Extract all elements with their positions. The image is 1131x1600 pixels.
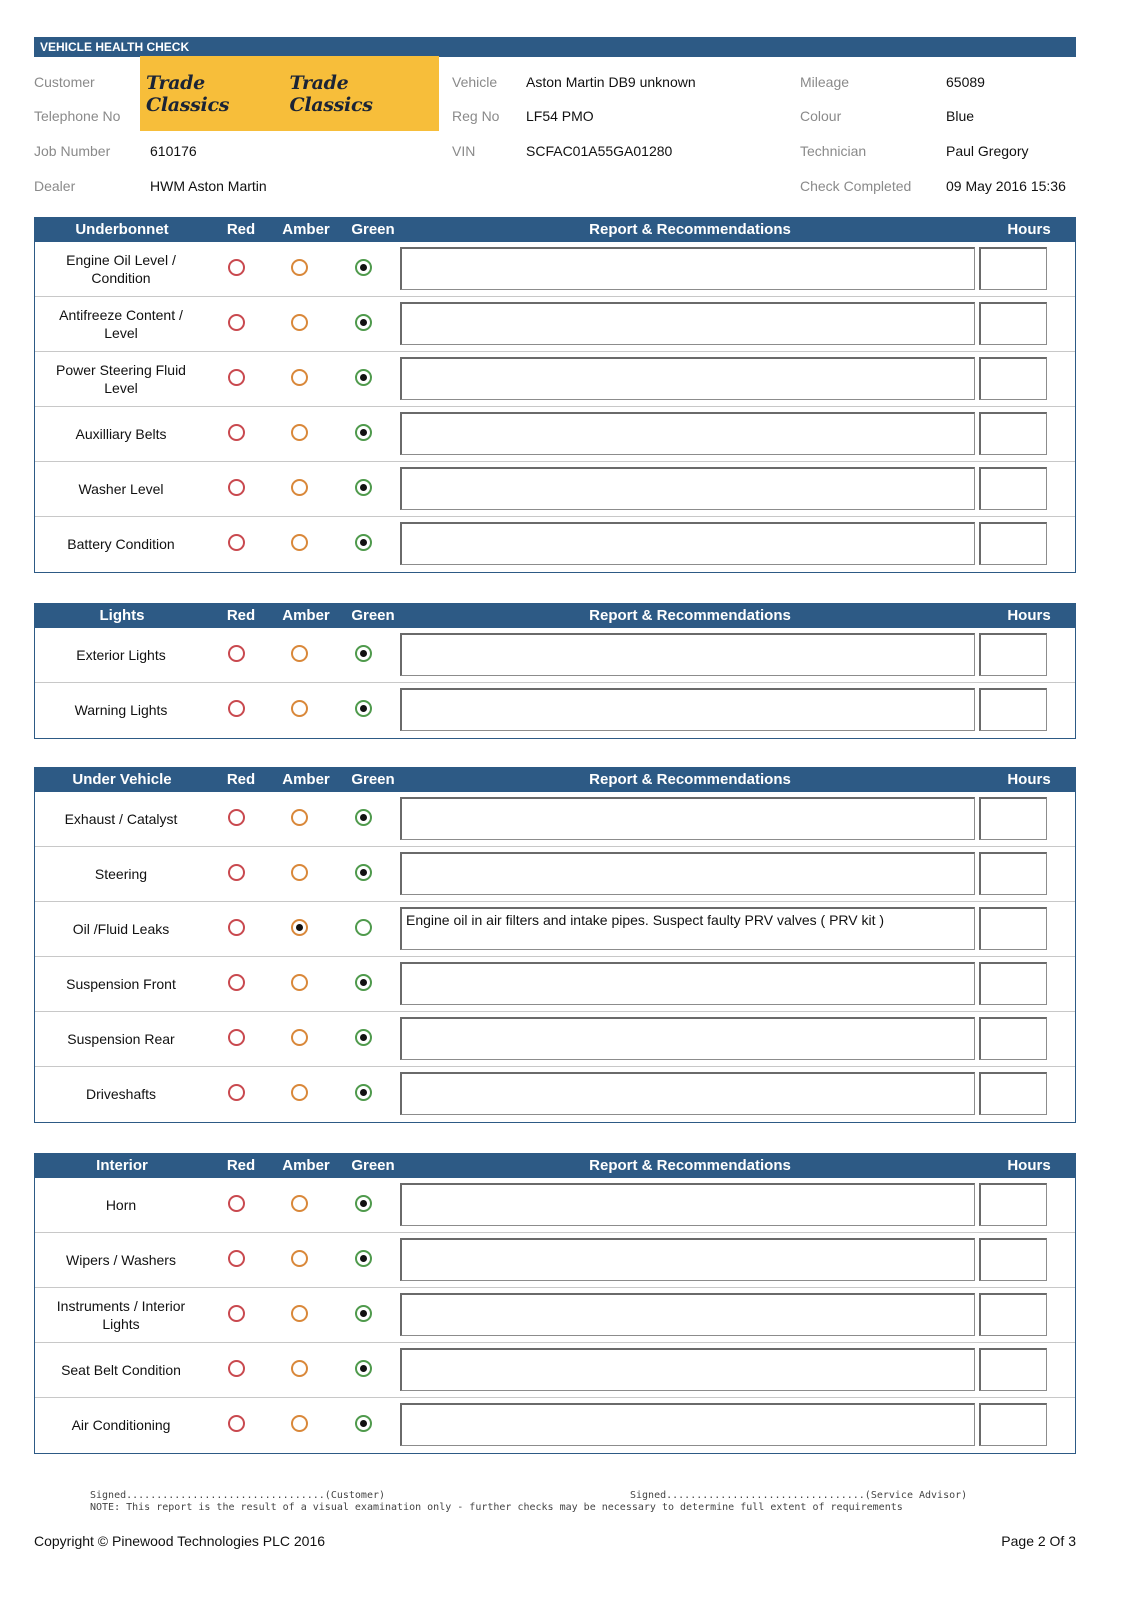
amber-radio[interactable] [291,700,308,717]
red-radio[interactable] [228,974,245,991]
hours-field[interactable] [979,907,1047,950]
report-field[interactable] [400,247,975,290]
amber-radio[interactable] [291,479,308,496]
check-row [35,957,1075,1012]
section-header [35,218,1075,242]
check-row [35,902,1075,957]
amber-radio[interactable] [291,1305,308,1322]
hours-field[interactable] [979,357,1047,400]
green-radio[interactable] [355,314,372,331]
red-column-header: Red [226,1157,256,1174]
check-row [35,792,1075,847]
reg-value: LF54 PMO [526,108,594,124]
report-field[interactable]: Engine oil in air filters and intake pipes. Suspect faulty PRV valves ( PRV kit ) [400,907,975,950]
check-item-label: Driveshafts [85,1086,157,1102]
section-header [35,1154,1075,1178]
section-underbonnet [34,217,1076,573]
report-field[interactable] [400,1183,975,1226]
advisor-signature: Signed.................................(Service Advisor) [630,1490,968,1501]
amber-radio[interactable] [291,864,308,881]
check-row [35,462,1075,517]
section-interior [34,1153,1076,1454]
green-radio[interactable] [355,1250,372,1267]
section-title: Underbonnet [75,221,169,238]
amber-radio[interactable] [291,809,308,826]
hours-field[interactable] [979,1348,1047,1391]
green-radio[interactable] [355,259,372,276]
green-radio[interactable] [355,369,372,386]
report-field[interactable] [400,633,975,676]
check-row [35,517,1075,572]
green-radio[interactable] [355,1360,372,1377]
amber-radio[interactable] [291,1415,308,1432]
report-column-header: Report & Recommendations [589,607,791,624]
red-radio[interactable] [228,479,245,496]
check-row [35,1288,1075,1343]
check-row [35,683,1075,738]
check-item-label: Warning Lights [74,702,168,718]
technician-value: Paul Gregory [946,143,1029,159]
green-radio[interactable] [355,1305,372,1322]
red-radio[interactable] [228,645,245,662]
green-radio[interactable] [355,534,372,551]
check-row [35,297,1075,352]
green-radio[interactable] [355,919,372,936]
check-item-label: Power Steering Fluid Level [56,362,186,396]
hours-field[interactable] [979,467,1047,510]
check-row [35,847,1075,902]
colour-label: Colour [800,108,842,124]
green-radio[interactable] [355,1084,372,1101]
check-item-label: Air Conditioning [71,1417,171,1433]
amber-radio[interactable] [291,1084,308,1101]
report-field[interactable] [400,688,975,731]
telephone-label: Telephone No [34,108,121,124]
reg-label: Reg No [452,108,500,124]
green-column-header: Green [351,1157,395,1174]
check-row [35,242,1075,297]
red-radio[interactable] [228,259,245,276]
red-radio[interactable] [228,1250,245,1267]
section-title: Interior [96,1157,148,1174]
red-radio[interactable] [228,919,245,936]
report-note: NOTE: This report is the result of a visual examination only - further checks may be necessary to determine full extent of requirements [90,1502,903,1513]
hours-field[interactable] [979,633,1047,676]
hours-field[interactable] [979,412,1047,455]
red-column-header: Red [226,771,256,788]
amber-column-header: Amber [282,771,330,788]
hours-field[interactable] [979,1017,1047,1060]
amber-radio[interactable] [291,259,308,276]
check-row [35,1178,1075,1233]
amber-radio[interactable] [291,1360,308,1377]
vin-value: SCFAC01A55GA01280 [526,143,673,159]
green-radio[interactable] [355,864,372,881]
report-field[interactable] [400,797,975,840]
green-radio[interactable] [355,424,372,441]
hours-field[interactable] [979,1072,1047,1115]
check-item-label: Exhaust / Catalyst [64,811,178,827]
dealer-label: Dealer [34,178,76,194]
check-item-label: Instruments / Interior Lights [56,1298,186,1332]
hours-column-header: Hours [1007,771,1051,788]
report-field[interactable] [400,1072,975,1115]
vehicle-label: Vehicle [452,74,498,90]
green-column-header: Green [351,221,395,238]
report-column-header: Report & Recommendations [589,221,791,238]
amber-column-header: Amber [282,221,330,238]
green-radio[interactable] [355,1029,372,1046]
hours-column-header: Hours [1007,221,1051,238]
check-row [35,1233,1075,1288]
red-radio[interactable] [228,424,245,441]
report-field[interactable] [400,357,975,400]
hours-field[interactable] [979,962,1047,1005]
check-item-label: Oil /Fluid Leaks [72,921,170,937]
amber-radio[interactable] [291,1250,308,1267]
report-column-header: Report & Recommendations [589,1157,791,1174]
check-item-label: Auxilliary Belts [75,426,167,442]
amber-radio[interactable] [291,974,308,991]
red-radio[interactable] [228,1029,245,1046]
check-item-label: Antifreeze Content / Level [59,307,183,341]
red-radio[interactable] [228,1415,245,1432]
red-radio[interactable] [228,1360,245,1377]
green-radio[interactable] [355,645,372,662]
mileage-value: 65089 [946,74,985,90]
hours-field[interactable] [979,1403,1047,1446]
red-radio[interactable] [228,864,245,881]
report-field[interactable] [400,522,975,565]
check-item-label: Wipers / Washers [66,1252,176,1268]
green-column-header: Green [351,771,395,788]
amber-radio[interactable] [291,1029,308,1046]
trade-classics-logo [140,56,439,131]
section-title: Under Vehicle [72,771,172,788]
check-row [35,1398,1075,1453]
section-header [35,768,1075,792]
red-column-header: Red [226,607,256,624]
check-item-label: Washer Level [78,481,164,497]
dealer-value: HWM Aston Martin [150,178,267,194]
copyright: Copyright © Pinewood Technologies PLC 2016 [34,1533,326,1549]
customer-signature: Signed.................................(Customer) [90,1490,386,1501]
red-radio[interactable] [228,1305,245,1322]
check-item-label: Exterior Lights [76,647,166,663]
check-completed-label: Check Completed [800,178,912,194]
check-item-label: Steering [94,866,148,882]
green-radio[interactable] [355,1195,372,1212]
hours-field[interactable] [979,522,1047,565]
report-field[interactable] [400,1293,975,1336]
hours-column-header: Hours [1007,1157,1051,1174]
check-row [35,352,1075,407]
report-field[interactable] [400,852,975,895]
hours-field[interactable] [979,1238,1047,1281]
check-item-label: Horn [105,1197,137,1213]
red-radio[interactable] [228,809,245,826]
amber-radio[interactable] [291,369,308,386]
job-number-label: Job Number [34,143,111,159]
check-item-label: Battery Condition [67,536,175,552]
report-field[interactable] [400,1348,975,1391]
mileage-label: Mileage [800,74,850,90]
red-radio[interactable] [228,369,245,386]
section-under-vehicle [34,767,1076,1123]
check-item-label: Suspension Rear [67,1031,175,1047]
amber-column-header: Amber [282,607,330,624]
section-lights [34,603,1076,739]
amber-radio[interactable] [291,645,308,662]
report-field[interactable] [400,412,975,455]
report-field[interactable] [400,1017,975,1060]
check-item-label: Engine Oil Level / Condition [66,252,176,286]
hours-field[interactable] [979,797,1047,840]
red-column-header: Red [226,221,256,238]
green-radio[interactable] [355,479,372,496]
check-row [35,1012,1075,1067]
check-item-label: Seat Belt Condition [61,1362,181,1378]
red-radio[interactable] [228,1084,245,1101]
report-field[interactable] [400,1238,975,1281]
amber-radio[interactable] [291,534,308,551]
red-radio[interactable] [228,1195,245,1212]
amber-radio[interactable] [291,919,308,936]
job-number-value: 610176 [150,143,197,159]
vin-label: VIN [452,143,476,159]
amber-radio[interactable] [291,314,308,331]
check-item-label: Suspension Front [66,976,176,992]
page-title: VEHICLE HEALTH CHECK [34,37,1076,57]
hours-field[interactable] [979,1293,1047,1336]
section-title: Lights [99,607,145,624]
report-column-header: Report & Recommendations [589,771,791,788]
amber-column-header: Amber [282,1157,330,1174]
red-radio[interactable] [228,314,245,331]
hours-field[interactable] [979,247,1047,290]
green-radio[interactable] [355,1415,372,1432]
check-row [35,628,1075,683]
section-header [35,604,1075,628]
report-field[interactable] [400,962,975,1005]
check-row [35,1343,1075,1398]
report-field[interactable] [400,302,975,345]
green-radio[interactable] [355,809,372,826]
green-radio[interactable] [355,974,372,991]
red-radio[interactable] [228,534,245,551]
hours-field[interactable] [979,688,1047,731]
green-column-header: Green [351,607,395,624]
hours-column-header: Hours [1007,607,1051,624]
customer-label: Customer [34,74,95,90]
hours-field[interactable] [979,1183,1047,1226]
amber-radio[interactable] [291,1195,308,1212]
check-completed-value: 09 May 2016 15:36 [946,178,1066,194]
green-radio[interactable] [355,700,372,717]
check-row [35,1067,1075,1122]
vehicle-value: Aston Martin DB9 unknown [526,74,696,90]
technician-label: Technician [800,143,867,159]
page-number: Page 2 Of 3 [1001,1533,1076,1549]
report-field[interactable] [400,1403,975,1446]
colour-value: Blue [946,108,975,124]
amber-radio[interactable] [291,424,308,441]
logo-text-right: Trade Classics [289,71,373,116]
red-radio[interactable] [228,700,245,717]
hours-field[interactable] [979,852,1047,895]
check-row [35,407,1075,462]
report-field[interactable] [400,467,975,510]
hours-field[interactable] [979,302,1047,345]
logo-text-left: Trade Classics [146,71,230,116]
